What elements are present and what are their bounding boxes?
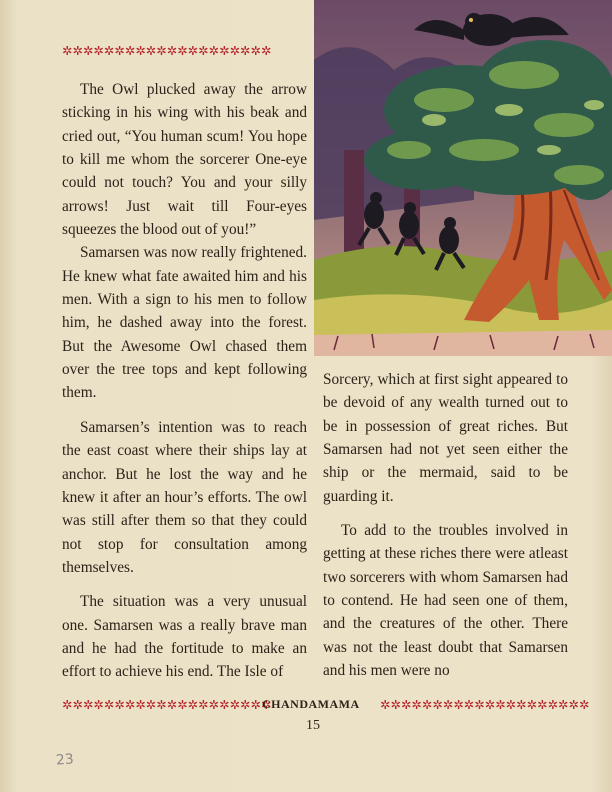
- paragraph-owl-speech: The Owl plucked away the arrow sticking in his wing with his beak and cried out, “You human scum! You hope to kill me whom the sorcerer One-eye could not touch? You and your silly arrows! Just wait till Four-eyes squeezes the blood out of you!”: [62, 81, 307, 239]
- top-ornament-border: ✲✲✲✲✲✲✲✲✲✲✲✲✲✲✲✲✲✲✲✲: [62, 43, 272, 58]
- bottom-ornament-left: ✲✲✲✲✲✲✲✲✲✲✲✲✲✲✲✲✲✲✲✲: [62, 697, 272, 712]
- page-number: 15: [306, 718, 320, 733]
- magazine-title: CHANDAMAMA: [262, 697, 360, 711]
- owl-forest-illustration: [314, 0, 612, 356]
- paragraph-samarsen-frightened: Samarsen was now really frightened. He knew what fate awaited him and his men. With a sign to his men to follow him, he dashed away into the forest. But the Awesome Owl chased them over the tree tops and kept following them.: [62, 244, 307, 402]
- left-text-column: [62, 78, 307, 684]
- paragraph-situation: The situation was a very unusual one. Samarsen was a really brave man and he had the fortitude to make an effort to achieve his end. The Isle of: [62, 593, 307, 681]
- paragraph-isle-of-sorcery: Sorcery, which at first sight appeared to be devoid of any wealth turned out to be in possession of great riches. But Samarsen had not yet seen either the ship or the mermaid, said to be guarding it.: [323, 371, 568, 505]
- pencil-mark: 23: [55, 751, 75, 769]
- illustration-svg: [314, 0, 612, 356]
- bottom-ornament-right: ✲✲✲✲✲✲✲✲✲✲✲✲✲✲✲✲✲✲✲✲: [380, 697, 590, 712]
- paragraph-troubles: To add to the troubles involved in getting at these riches there were atleast two sorcerers with whom Samarsen had to contend. He had seen one of them, and the creatures of the other. There was not the least doubt that Samarsen and his men were no: [323, 522, 568, 680]
- right-text-column: [323, 368, 568, 682]
- paragraph-samarsen-intention: Samarsen’s intention was to reach the east coast where their ships lay at anchor. But he lost the way and he knew it after an hour’s efforts. The owl was still after them so that they could not stop for consultation among themselves.: [62, 418, 307, 576]
